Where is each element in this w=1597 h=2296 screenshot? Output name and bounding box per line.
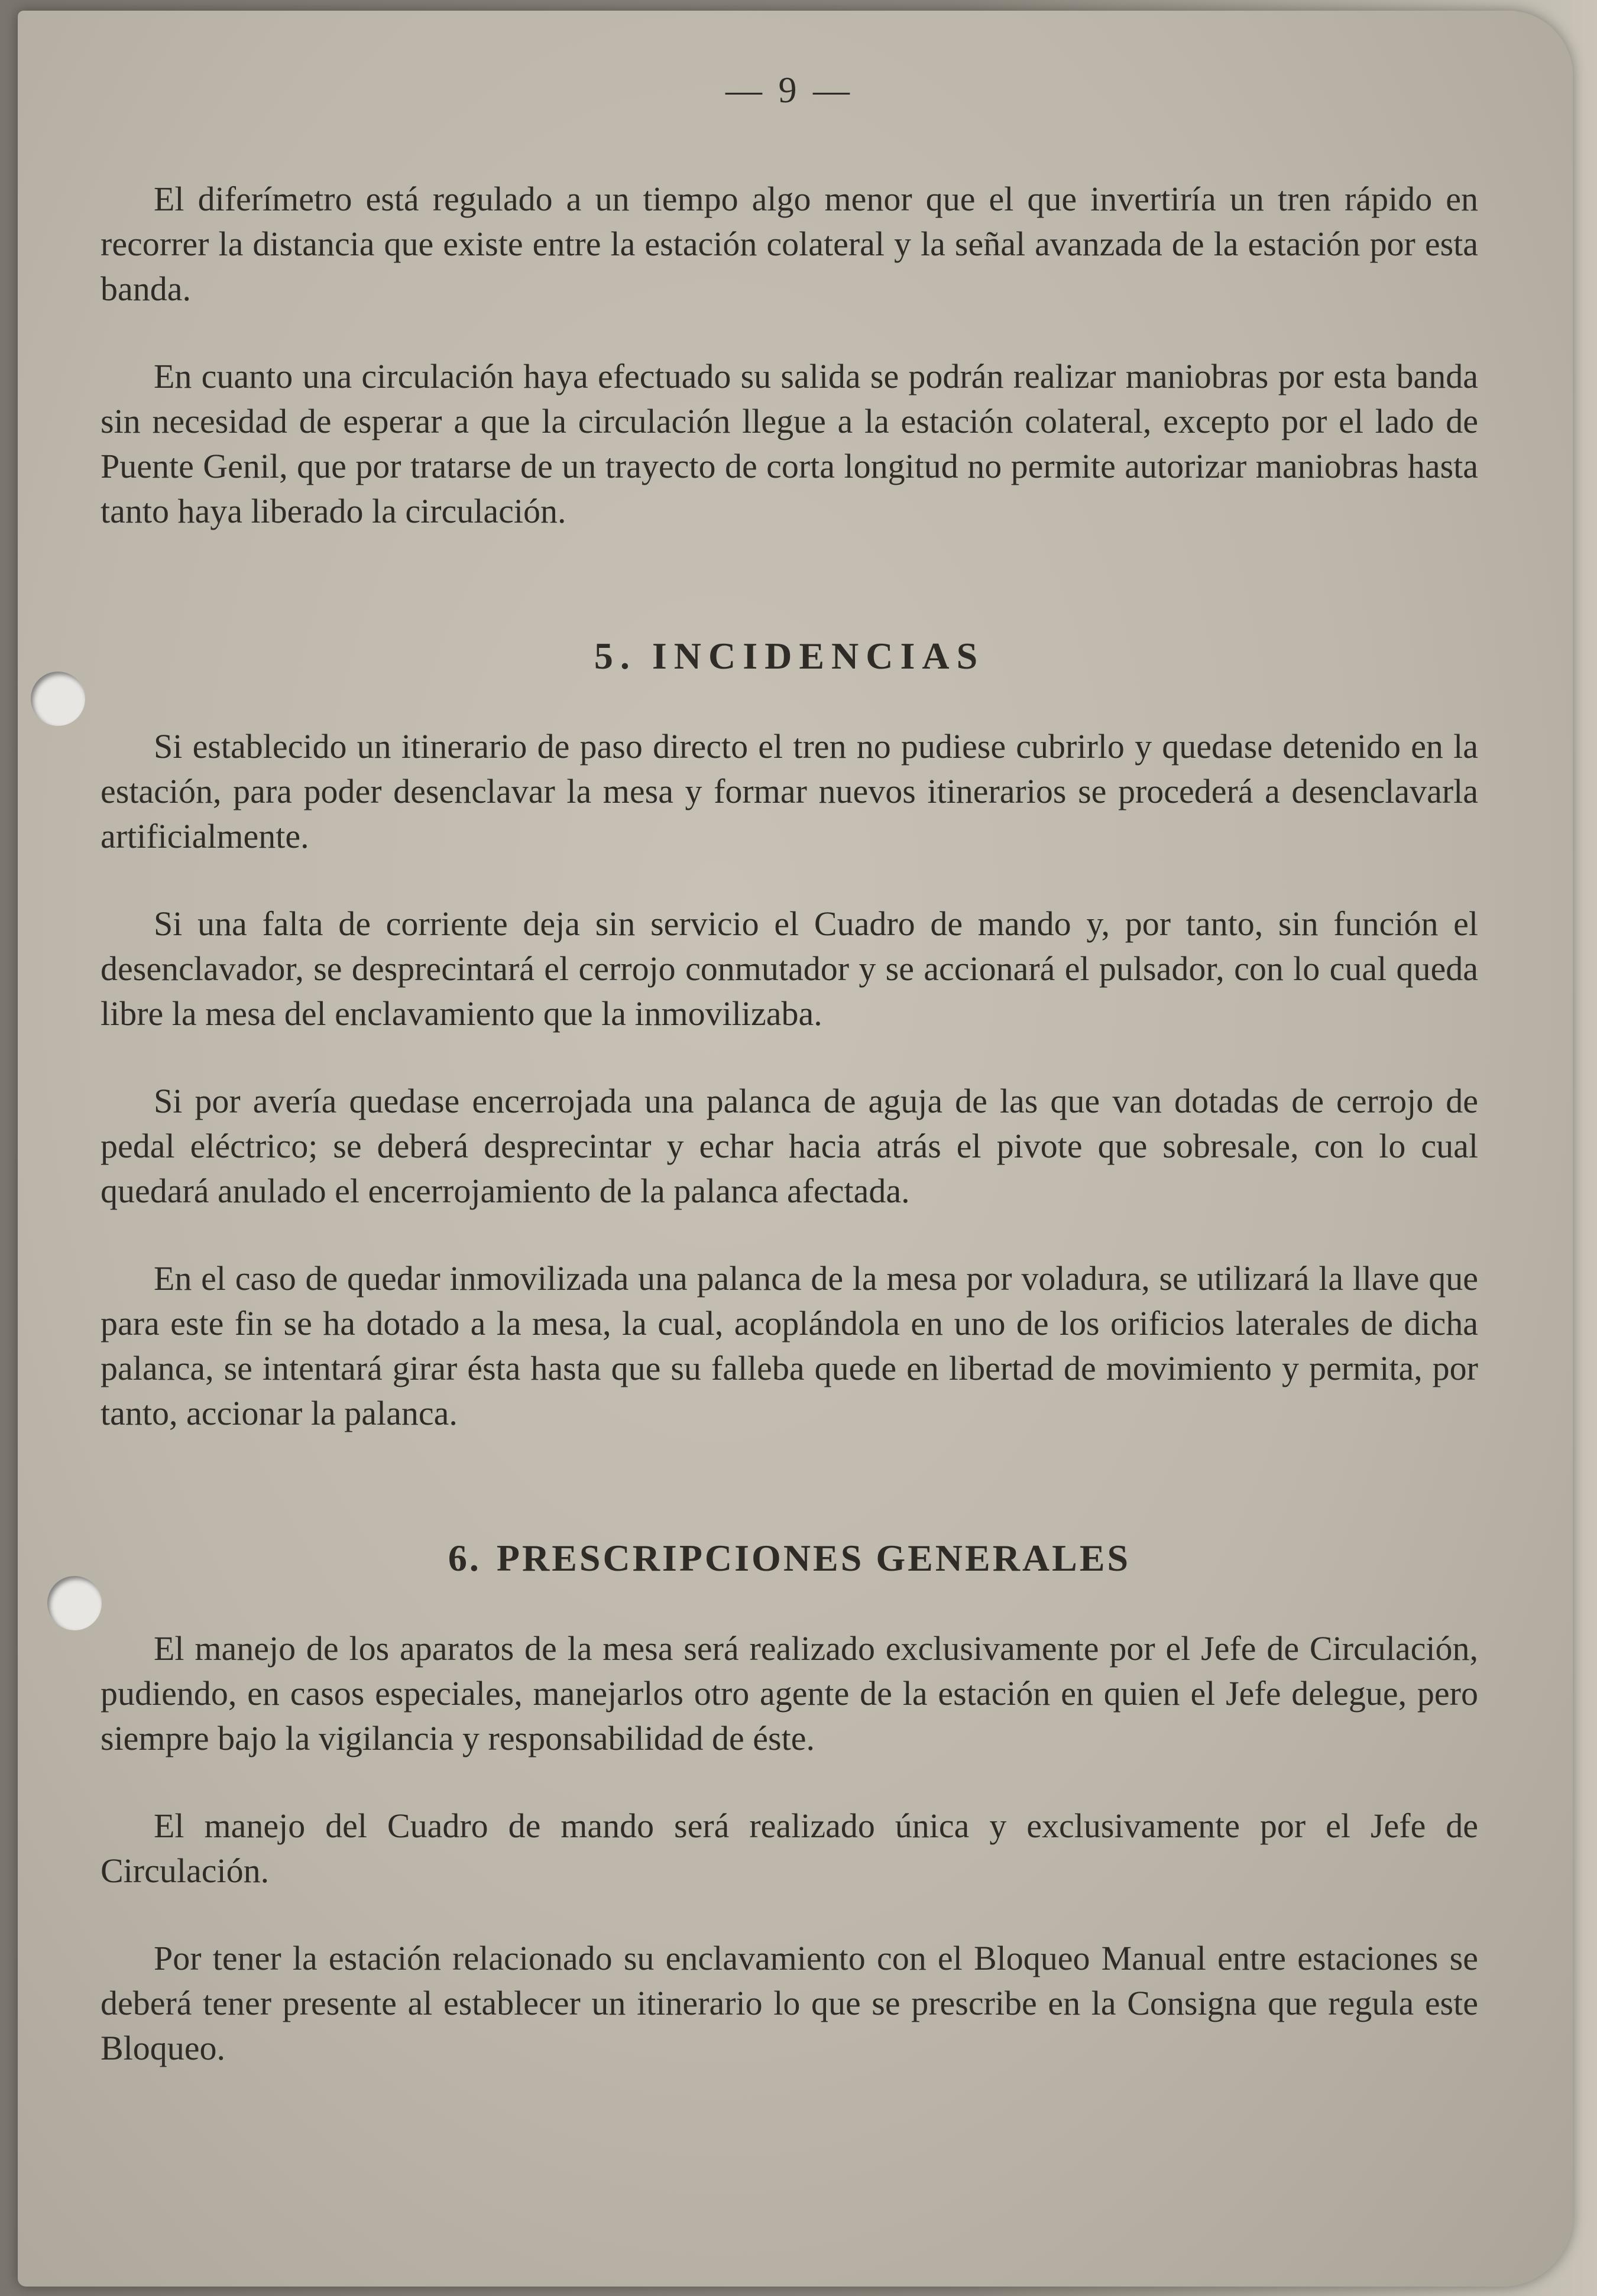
- paragraph: Si por avería quedase encerrojada una palanca de aguja de las que van dotadas de cerrojo de pedal eléctrico; se deberá desprecintar y echar hacia atrás el pivote que sobresale, con lo cual quedará anulado el encerrojamiento de la palanca afectada.: [101, 1082, 1478, 1210]
- section-title: INCIDENCIAS: [652, 635, 985, 677]
- section-heading: [101, 634, 1478, 678]
- section-title: PRESCRIPCIONES GENERALES: [496, 1537, 1131, 1579]
- section-heading: [101, 1536, 1478, 1580]
- paragraph: Por tener la estación relacionado su enclavamiento con el Bloqueo Manual entre estaciones se deberá tener presente al establecer un itinerario lo que se prescribe en la Consigna que regula este Bloqueo.: [101, 1939, 1478, 2067]
- page-content: [101, 70, 1478, 2113]
- punch-hole: [31, 672, 85, 726]
- paragraph: En cuanto una circulación haya efectuado su salida se podrán realizar maniobras por esta banda sin necesidad de esperar a que la circulación llegue a la estación colateral, excepto por el lado de Puente Genil, que por tratarse de un trayecto de corta longitud no permite autorizar maniobras hasta tanto haya liberado la circulación.: [101, 357, 1478, 530]
- paragraph: Si establecido un itinerario de paso directo el tren no pudiese cubrirlo y quedase detenido en la estación, para poder desenclavar la mesa y formar nuevos itinerarios se procederá a desenclavarla artificialmente.: [101, 727, 1478, 855]
- page-number: — 9 —: [725, 70, 853, 111]
- punch-hole: [47, 1576, 102, 1630]
- document-page: [18, 11, 1573, 2287]
- paragraph: El manejo del Cuadro de mando será realizado única y exclusivamente por el Jefe de Circulación.: [101, 1807, 1478, 1890]
- paragraph: Si una falta de corriente deja sin servicio el Cuadro de mando y, por tanto, sin función el desenclavador, se desprecintará el cerrojo conmutador y se accionará el pulsador, con lo cual queda libre la mesa del enclavamiento que la inmovilizaba.: [101, 904, 1478, 1033]
- section-number: 6.: [448, 1537, 481, 1579]
- paragraph: El diferímetro está regulado a un tiempo algo menor que el que invertiría un tren rápido en recorrer la distancia que existe entre la estación colateral y la señal avanzada de la estación por esta banda.: [101, 180, 1478, 308]
- paragraph: El manejo de los aparatos de la mesa será realizado exclusivamente por el Jefe de Circulación, pudiendo, en casos especiales, manejarlos otro agente de la estación en quien el Jefe delegue, pero siempre bajo la vigilancia y responsabilidad de éste.: [101, 1629, 1478, 1757]
- paragraph: En el caso de quedar inmovilizada una palanca de la mesa por voladura, se utilizará la llave que para este fin se ha dotado a la mesa, la cual, acoplándola en uno de los orificios laterales de dicha palanca, se intentará girar ésta hasta que su falleba quede en libertad de movimiento y permita, por tanto, accionar la palanca.: [101, 1259, 1478, 1432]
- section-number: 5.: [594, 635, 637, 677]
